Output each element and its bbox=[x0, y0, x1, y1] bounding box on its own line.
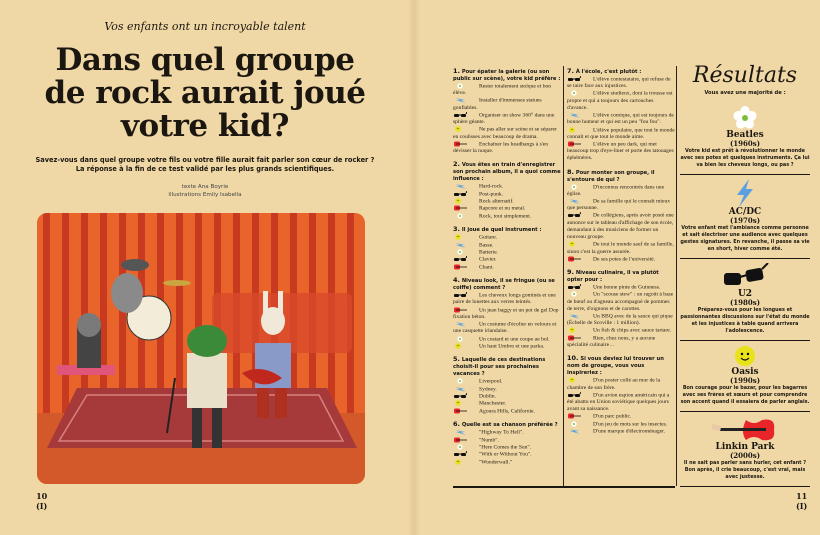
answer-option bbox=[453, 437, 561, 444]
smiley-icon bbox=[567, 377, 581, 383]
credits bbox=[30, 183, 380, 199]
intro-line: La réponse à la fin de ce test validé par les plus grands scientifiques. bbox=[75, 165, 335, 173]
question-text bbox=[453, 68, 561, 83]
smiley-icon bbox=[453, 234, 467, 240]
question-number: 10. bbox=[567, 354, 579, 363]
answer-option bbox=[567, 377, 675, 391]
sunglasses-icon bbox=[567, 392, 581, 398]
answer-text: D'une marque d'électroménager. bbox=[593, 428, 666, 435]
answer-text: L'élève contestataire, qui refuse de se taire face aux injustices. bbox=[567, 76, 671, 90]
answer-text: D'un parc public. bbox=[593, 413, 632, 420]
quiz-question bbox=[453, 161, 561, 220]
answer-option bbox=[453, 213, 561, 220]
answer-option bbox=[453, 242, 561, 249]
quiz-question bbox=[567, 68, 675, 163]
result-beatles bbox=[680, 102, 810, 175]
question-label: Si vous deviez lui trouver un nom de groupe, vous vous inspireriez : bbox=[567, 356, 664, 377]
answer-text: L'élève comique, qui est toujours de bonne humeur et qui est un peu "fou fou". bbox=[567, 112, 674, 126]
quiz-question bbox=[567, 269, 675, 349]
sunglasses-icon bbox=[453, 292, 467, 298]
quiz-question bbox=[453, 277, 561, 350]
question-number: 5. bbox=[453, 355, 460, 364]
answer-text: De tout le monde sauf de sa famille, sinon c'est la guerre assurée. bbox=[567, 241, 674, 255]
curtain-stripe bbox=[100, 213, 107, 413]
answer-option bbox=[567, 112, 675, 126]
sunglasses-icon bbox=[680, 263, 810, 289]
sunglasses-icon bbox=[567, 76, 581, 82]
guitar-icon bbox=[453, 408, 467, 414]
answer-text: Enchaîner les headbangs à s'en dévisser la nuque. bbox=[453, 141, 549, 155]
answer-text: Ne pas aller sur scène et se séparer en coulisses avec beaucoup de drama. bbox=[453, 126, 557, 140]
smiley-icon bbox=[453, 400, 467, 406]
guitar-icon bbox=[567, 141, 581, 147]
quiz-question bbox=[453, 421, 561, 466]
band-description: Votre enfant met l'ambiance comme personne et sait électriser une audience avec quelques gestes signatures. En revanche, il passe sa vie en short, hiver comme été. bbox=[680, 225, 810, 252]
answer-text: "Highway To Hell". bbox=[479, 429, 524, 436]
guitar-icon bbox=[567, 256, 581, 262]
answer-text: Manchester. bbox=[479, 400, 507, 407]
band-illustration bbox=[37, 213, 365, 484]
answer-option bbox=[453, 429, 561, 436]
answer-text: Hard-rock. bbox=[479, 183, 504, 190]
bolt-icon bbox=[567, 198, 581, 204]
bolt-icon bbox=[453, 242, 467, 248]
question-label: Niveau look, il se fringue (ou se coiffe) comment ? bbox=[453, 278, 555, 292]
answer-text: Un "scouse stew" : un ragoût à base de bœuf ou d'agneau accompagné de pommes de terre, d'oignons et de carottes. bbox=[567, 291, 674, 312]
answer-option bbox=[567, 256, 675, 263]
answer-text: Organiser un show 360° dans une sphère géante. bbox=[453, 112, 555, 126]
question-label: À l'école, c'est plutôt : bbox=[575, 69, 642, 75]
page-mark: (I) bbox=[36, 501, 48, 511]
band-name: Oasis bbox=[731, 367, 759, 377]
answer-text: Basse. bbox=[479, 241, 494, 248]
question-text bbox=[453, 421, 561, 429]
answer-option bbox=[453, 234, 561, 241]
answer-text: Post-punk. bbox=[479, 191, 504, 197]
result-u2 bbox=[680, 259, 810, 341]
smiley-icon bbox=[453, 459, 467, 465]
flower-icon bbox=[453, 83, 467, 89]
answer-text: Clavier. bbox=[479, 256, 497, 263]
band-years: (1980s) bbox=[729, 298, 761, 307]
question-number: 2. bbox=[453, 160, 460, 169]
page-number-right bbox=[796, 491, 807, 511]
band-years: (2000s) bbox=[729, 451, 761, 460]
answer-option bbox=[453, 321, 561, 335]
question-label: Vous êtes en train d'enregistrer son prochain album, il a quoi comme influence : bbox=[453, 162, 561, 183]
answer-option bbox=[453, 378, 561, 385]
bolt-icon bbox=[567, 112, 581, 118]
answer-option bbox=[567, 392, 675, 414]
page-title bbox=[30, 44, 380, 143]
smiley-icon bbox=[453, 126, 467, 132]
page-number: 10 bbox=[36, 491, 48, 501]
sunglasses-icon bbox=[567, 212, 581, 218]
band-description: Votre kid est prêt à révolutionner le monde avec ses potes et quelques instruments. Ça lui va bien les cheveux longs, ou pas ? bbox=[680, 148, 810, 168]
sunglasses-icon bbox=[453, 112, 467, 118]
quiz-question bbox=[567, 355, 675, 435]
flower-icon bbox=[567, 291, 581, 297]
answer-option bbox=[453, 408, 561, 415]
page-gutter bbox=[408, 0, 420, 535]
answer-option bbox=[453, 459, 561, 466]
answer-option bbox=[567, 335, 675, 349]
answer-option bbox=[567, 141, 675, 163]
answer-option bbox=[453, 386, 561, 393]
answer-option bbox=[453, 97, 561, 111]
question-label: Il joue de quel instrument : bbox=[461, 227, 542, 234]
question-label: Quelle est sa chanson préférée ? bbox=[461, 422, 558, 429]
answer-option bbox=[567, 421, 675, 428]
question-number: 8. bbox=[567, 167, 574, 176]
flower-icon bbox=[453, 213, 467, 219]
smiley-icon bbox=[567, 241, 581, 247]
answer-text: Rien, chez nous, y a aucune spécialité culinaire… bbox=[567, 335, 656, 349]
answer-option bbox=[567, 284, 675, 291]
answer-option bbox=[453, 307, 561, 321]
band-name: U2 bbox=[737, 289, 753, 299]
answer-text: D'un avion espion américain qui a été abattu en Union soviétique quelques jours avant sa naissance. bbox=[567, 391, 670, 413]
answer-option bbox=[453, 83, 561, 97]
answer-option bbox=[453, 256, 561, 263]
answer-option bbox=[453, 205, 561, 212]
band-description: Préparez-vous pour les longues et passionnantes discussions sur l'état du monde et les injustices à table quand arrivera l'adolescence. bbox=[680, 307, 810, 334]
sunglasses-icon bbox=[453, 191, 467, 197]
band-description: Il ne sait pas parler sans hurler, cet enfant ? Bon après, il crie beaucoup, c'est vrai, mais avec justesse. bbox=[683, 460, 807, 480]
flower-icon bbox=[680, 106, 810, 130]
curtain-stripe bbox=[62, 213, 69, 413]
guitar-icon bbox=[453, 437, 467, 443]
guitar-icon bbox=[567, 335, 581, 341]
answer-text: Un fish & chips avec sauce tartare. bbox=[593, 327, 672, 334]
guitar-icon bbox=[453, 141, 467, 147]
answer-text: Rock, tout simplement. bbox=[479, 213, 532, 220]
flower-icon bbox=[453, 249, 467, 255]
sunglasses-icon bbox=[453, 451, 467, 457]
question-text bbox=[567, 68, 675, 76]
question-text bbox=[453, 356, 561, 378]
column-divider bbox=[563, 66, 564, 486]
answer-option bbox=[567, 241, 675, 255]
answer-text: L'élève un peu dark, qui met beaucoup trop d'eye-liner et porte des tatouages éphémères. bbox=[567, 141, 674, 162]
flower-icon bbox=[453, 378, 467, 384]
question-number: 9. bbox=[567, 267, 574, 276]
band-years: (1970s) bbox=[729, 216, 761, 225]
answer-option bbox=[567, 327, 675, 334]
question-text bbox=[453, 277, 561, 292]
answer-text: De collégiens, après avoir posté une annonce sur le tableau d'affichage de son école, demandant à des musiciens de former un nouveau groupe. bbox=[567, 212, 674, 241]
flower-icon bbox=[567, 90, 581, 96]
answer-option bbox=[567, 76, 675, 90]
answer-option bbox=[567, 291, 675, 313]
answer-option bbox=[453, 343, 561, 350]
question-number: 3. bbox=[453, 225, 460, 234]
flower-icon bbox=[567, 184, 581, 190]
curtain-stripe bbox=[119, 213, 126, 413]
answer-option bbox=[567, 198, 675, 212]
sunglasses-icon bbox=[567, 284, 581, 290]
smiley-icon bbox=[453, 343, 467, 349]
answer-text: L'élève populaire, que tout le monde connaît et que tout le monde aime. bbox=[567, 126, 675, 140]
answer-text: Un haut Umbro et une parka. bbox=[479, 343, 545, 350]
answer-text: Une bonne pinte de Guinness. bbox=[593, 284, 661, 291]
answer-text: Liverpool. bbox=[479, 378, 503, 385]
answer-text: D'un poster collé au mur de la chambre de son frère. bbox=[567, 377, 661, 391]
answer-text: D'un jeu de mots sur les insectes. bbox=[593, 420, 668, 427]
flower-icon bbox=[453, 444, 467, 450]
guitar-icon bbox=[567, 413, 581, 419]
answer-text: Les cheveux longs gominés et une paire de lunettes aux verres teintés. bbox=[453, 292, 556, 306]
answer-option bbox=[567, 428, 675, 435]
quiz-column-2 bbox=[567, 68, 675, 441]
answer-option bbox=[453, 292, 561, 306]
answer-text: Rester totalement stoïque et bon élève. bbox=[453, 83, 552, 97]
curtain-stripe bbox=[81, 213, 88, 413]
answer-text: Agoura Hills, Californie. bbox=[479, 408, 535, 415]
result-ac-dc bbox=[680, 175, 810, 259]
bolt-icon bbox=[680, 179, 810, 207]
results-title: Résultats bbox=[692, 63, 798, 88]
bolt-icon bbox=[567, 313, 581, 319]
answer-text: "Here Comes the Sun". bbox=[479, 444, 532, 451]
question-text bbox=[453, 161, 561, 183]
bolt-icon bbox=[453, 321, 467, 327]
question-text bbox=[567, 355, 675, 377]
band-description: Bon courage pour le bazar, pour les bagarres avec ses frères et sœurs et pour comprendre son accent quand il essaiera de parler anglais. bbox=[680, 385, 810, 405]
sunglasses-icon bbox=[453, 393, 467, 399]
result-linkin-park bbox=[680, 412, 810, 487]
answer-option bbox=[453, 444, 561, 451]
answer-text: Rapcore et nu metal. bbox=[479, 205, 526, 212]
answer-option bbox=[453, 264, 561, 271]
smiley-icon bbox=[680, 345, 810, 367]
bolt-icon bbox=[453, 429, 467, 435]
smiley-icon bbox=[453, 198, 467, 204]
answer-text: Un BBQ avec de la sauce qui pique (Échelle de Scoville : 1 million). bbox=[567, 313, 673, 327]
answer-text: Guitare. bbox=[479, 234, 498, 241]
curtain-stripe bbox=[43, 213, 50, 413]
answer-option bbox=[567, 127, 675, 141]
answer-text: L'élève studieux, dont la trousse est propre et qui a toujours des cartouches d'avance. bbox=[567, 90, 673, 111]
answer-option bbox=[453, 400, 561, 407]
answer-text: De ses potes de l'université. bbox=[593, 255, 656, 262]
band-years: (1960s) bbox=[729, 139, 761, 148]
section-kicker: Vos enfants ont un incroyable talent bbox=[104, 20, 306, 33]
answer-text: "Wonderwall." bbox=[479, 458, 513, 465]
question-label: Laquelle de ces destinations choisit-il pour ses prochaines vacances ? bbox=[453, 357, 546, 378]
question-label: Pour monter son groupe, il s'entoure de qui ? bbox=[567, 169, 655, 183]
smiley-icon bbox=[567, 327, 581, 333]
answer-option bbox=[567, 212, 675, 241]
quiz-column-1 bbox=[453, 68, 561, 472]
question-number: 7. bbox=[567, 67, 574, 75]
answer-option bbox=[453, 336, 561, 343]
answer-option bbox=[453, 183, 561, 190]
answer-option bbox=[453, 141, 561, 155]
question-label: Niveau culinaire, il va plutôt opter pour : bbox=[567, 269, 659, 283]
flower-icon bbox=[453, 336, 467, 342]
band-name: AC/DC bbox=[728, 207, 762, 217]
question-number: 6. bbox=[453, 420, 460, 429]
question-text bbox=[567, 169, 675, 184]
smiley-icon bbox=[567, 127, 581, 133]
guitar-icon bbox=[680, 416, 810, 442]
page-mark: (I) bbox=[796, 501, 808, 511]
title-line: votre kid? bbox=[121, 108, 289, 144]
curtain-stripe bbox=[176, 213, 183, 413]
results-panel bbox=[680, 62, 810, 487]
answer-text: Un jean baggy et un pot de gel Dop fixation béton. bbox=[453, 306, 559, 320]
page-number-left bbox=[36, 491, 47, 511]
question-text bbox=[453, 226, 561, 234]
sunglasses-icon bbox=[453, 256, 467, 262]
quiz-question bbox=[453, 68, 561, 155]
answer-text: Sydney. bbox=[479, 385, 497, 392]
answer-text: Chant. bbox=[479, 264, 494, 270]
bolt-icon bbox=[453, 183, 467, 189]
answer-option bbox=[453, 451, 561, 458]
quiz-question bbox=[567, 169, 675, 263]
band-name: Beatles bbox=[726, 130, 764, 140]
question-label: Pour épater la galerie (ou son public sur scène), votre kid préfère : bbox=[453, 69, 561, 82]
credit-illustrations: illustrations Emily Isabella bbox=[168, 192, 242, 198]
answer-option bbox=[453, 191, 561, 198]
answer-option bbox=[453, 393, 561, 400]
answer-option bbox=[567, 90, 675, 112]
answer-text: "With or Without You". bbox=[479, 451, 532, 458]
credit-text: texte Ana Boyrie bbox=[181, 184, 229, 190]
question-text bbox=[567, 269, 675, 284]
answer-text: De sa famille qui le connaît mieux que personne. bbox=[567, 198, 671, 212]
answer-option bbox=[567, 413, 675, 420]
intro-text bbox=[30, 156, 380, 174]
question-number: 4. bbox=[453, 276, 460, 285]
title-line: de rock aurait joué bbox=[44, 75, 366, 111]
intro-line: Savez-vous dans quel groupe votre fils ou votre fille aurait fait parler son cœur de rocker ? bbox=[35, 156, 375, 164]
flower-icon bbox=[567, 421, 581, 427]
bolt-icon bbox=[453, 97, 467, 103]
guitar-icon bbox=[453, 264, 467, 270]
answer-option bbox=[567, 313, 675, 327]
band-name: Linkin Park bbox=[715, 442, 775, 452]
answer-text: D'inconnus rencontrés dans une église. bbox=[567, 183, 665, 197]
answer-option bbox=[453, 249, 561, 256]
answer-text: Dublin. bbox=[479, 393, 496, 400]
bolt-icon bbox=[567, 428, 581, 434]
answer-text: Batterie. bbox=[479, 249, 499, 256]
answer-option bbox=[567, 184, 675, 198]
answer-text: Un costume d'écolier en velours et une casquette irlandaise. bbox=[453, 321, 557, 335]
answer-text: "Numb". bbox=[479, 436, 499, 443]
bolt-icon bbox=[453, 386, 467, 392]
column-divider bbox=[676, 66, 677, 486]
answer-option bbox=[453, 126, 561, 140]
answer-option bbox=[453, 198, 561, 205]
title-line: Dans quel groupe bbox=[55, 42, 355, 78]
guitar-icon bbox=[453, 307, 467, 313]
band-years: (1990s) bbox=[729, 376, 761, 385]
question-number: 1. bbox=[453, 67, 460, 75]
answer-text: Rock alternatif. bbox=[479, 198, 514, 205]
quiz-question bbox=[453, 356, 561, 415]
bottom-rule bbox=[453, 486, 675, 488]
results-subtitle: Vous avez une majorité de : bbox=[704, 90, 786, 96]
page-number: 11 bbox=[796, 491, 808, 501]
guitar-icon bbox=[453, 205, 467, 211]
quiz-question bbox=[453, 226, 561, 271]
answer-option bbox=[453, 112, 561, 126]
answer-text: Installer d'immenses statues gonflables. bbox=[453, 97, 542, 111]
answer-text: Un costard et une coupe au bol. bbox=[479, 335, 550, 342]
result-oasis bbox=[680, 341, 810, 412]
